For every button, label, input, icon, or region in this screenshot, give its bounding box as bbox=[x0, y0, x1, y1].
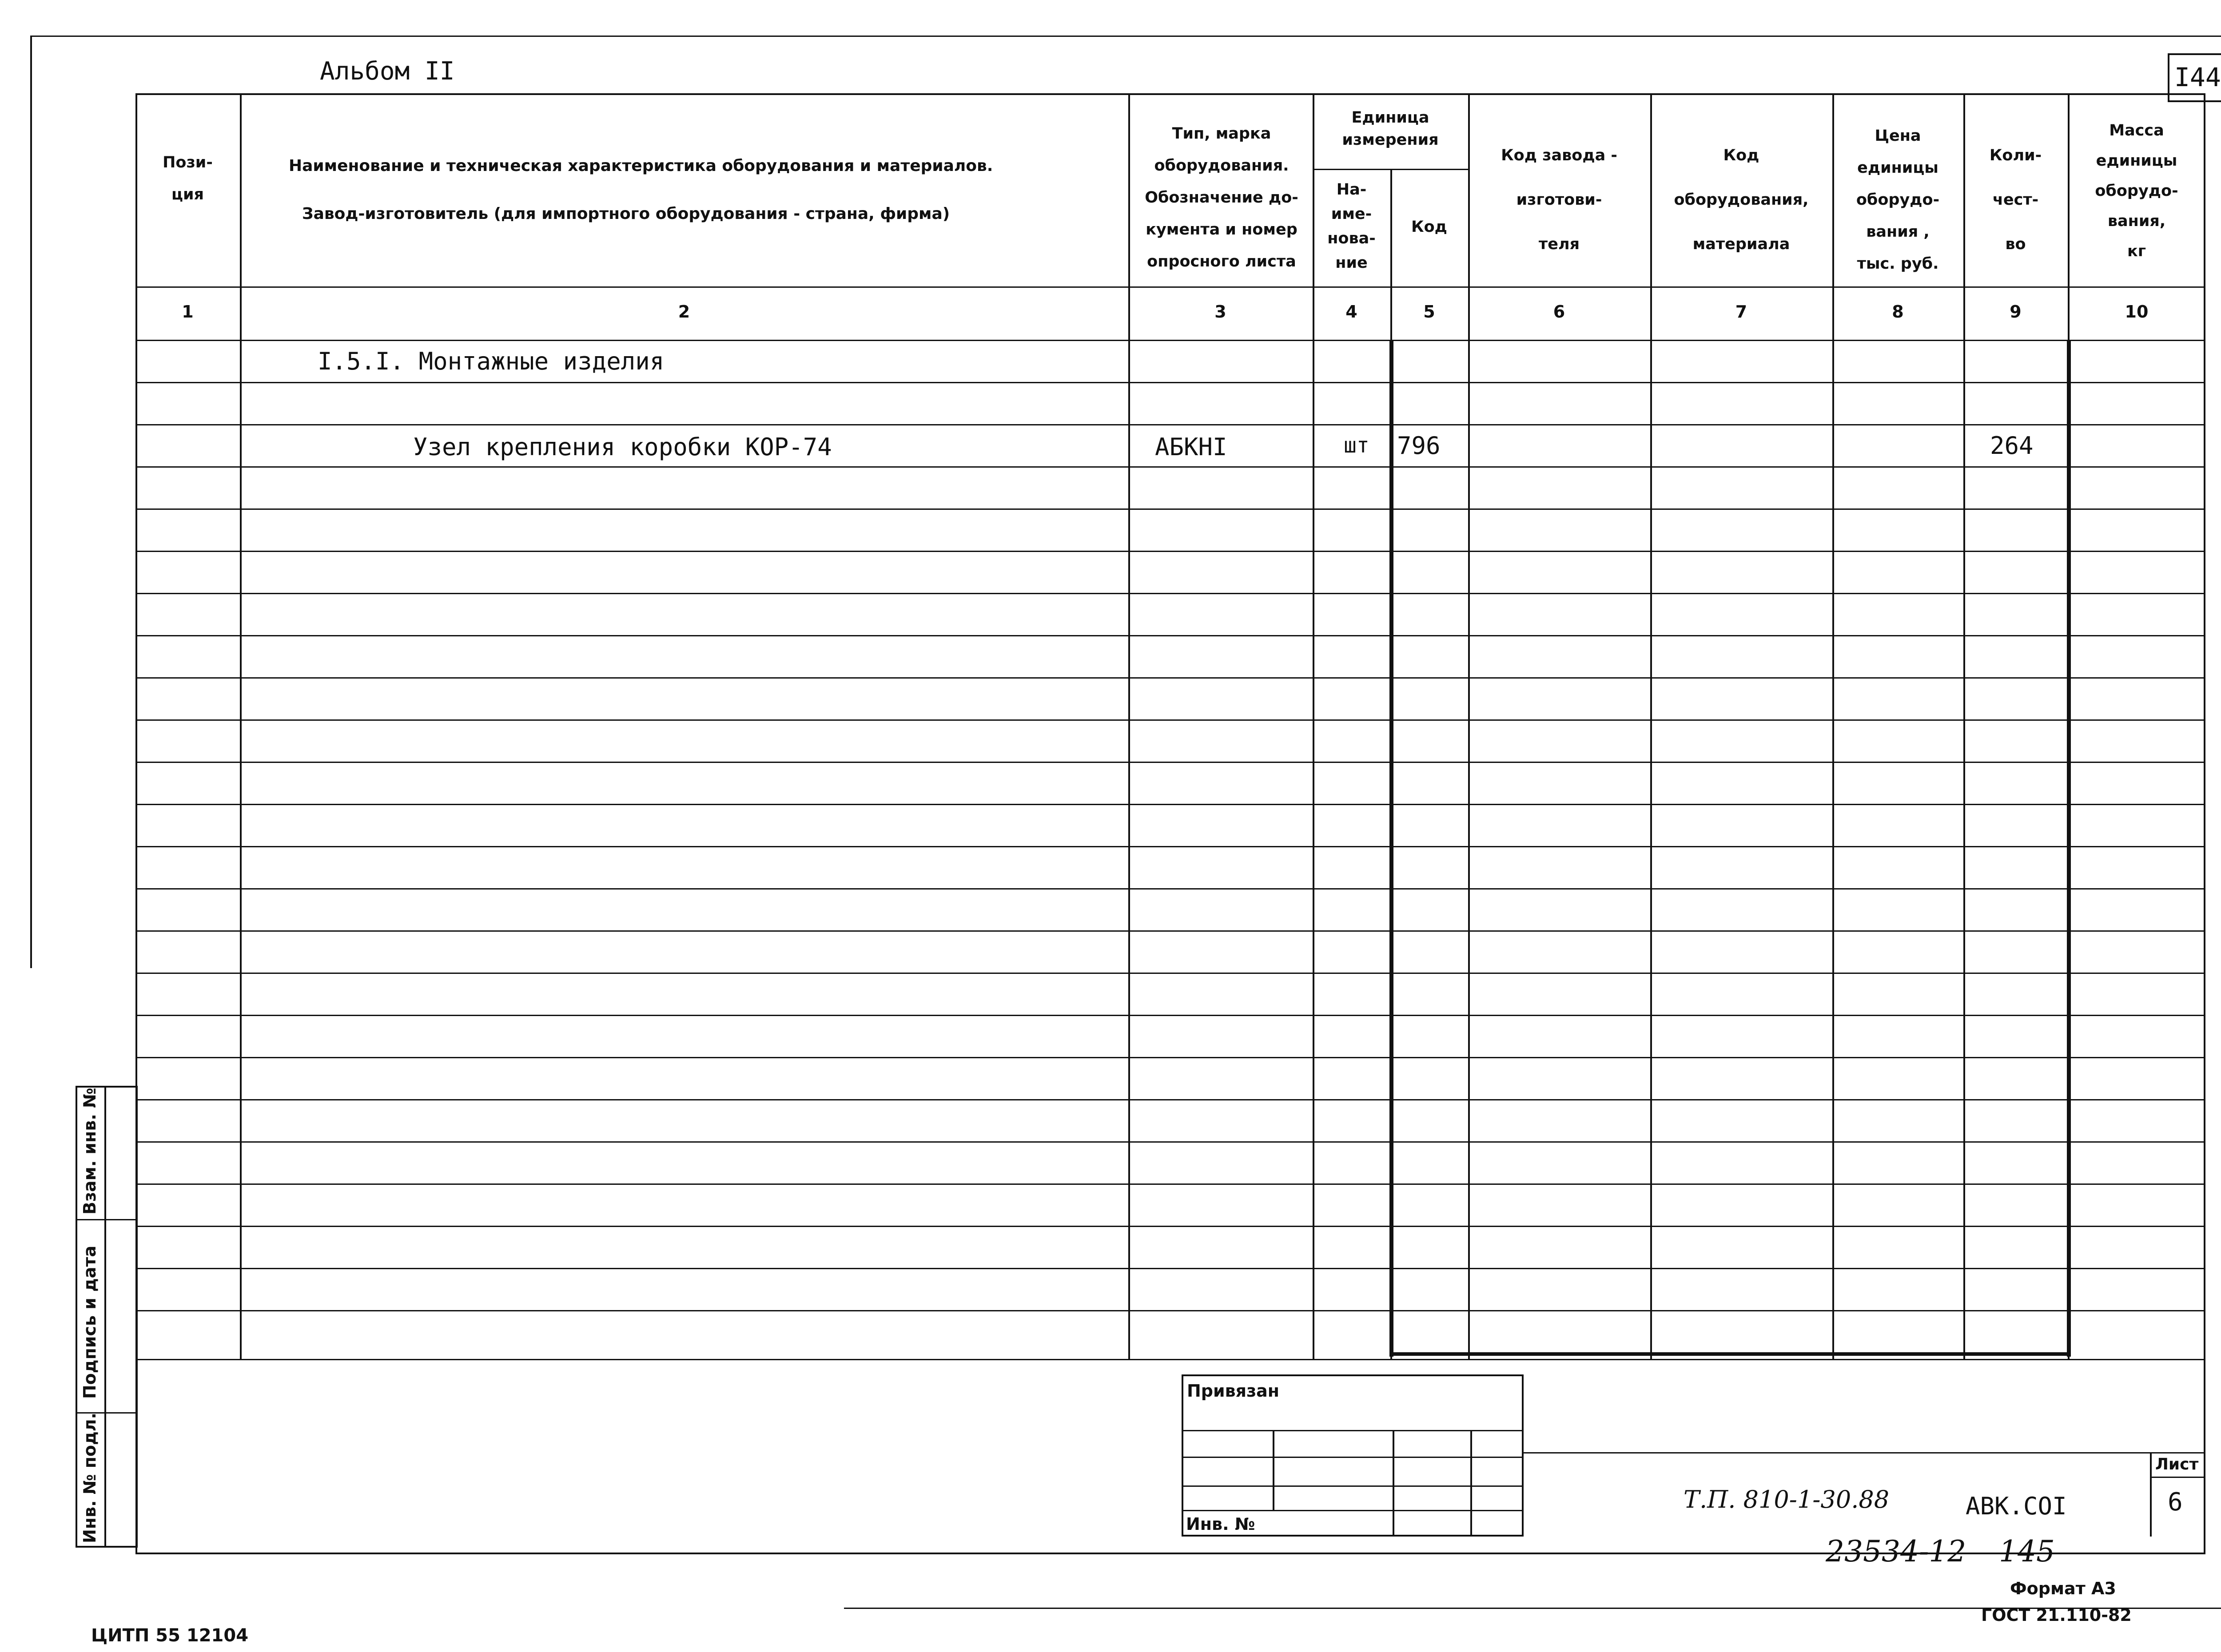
col-line-7 bbox=[1832, 93, 1834, 1359]
col-number-8: 8 bbox=[1892, 302, 1904, 322]
table-body-bottom bbox=[135, 1359, 2205, 1360]
item-code: 796 bbox=[1397, 432, 1441, 460]
sheet-box-left bbox=[2150, 1452, 2152, 1537]
col-line-8 bbox=[1963, 93, 1965, 1359]
table-row-line bbox=[135, 1141, 2205, 1143]
side-label-vzam: Взам. инв. № bbox=[80, 1088, 100, 1215]
header-unit-group: Единица измерения bbox=[1342, 109, 1439, 149]
header-col6: Код завода - изготови- теля bbox=[1501, 147, 1617, 253]
header-col5: Код bbox=[1411, 218, 1447, 236]
header-col9: Коли- чест- во bbox=[1989, 147, 2042, 253]
col-line-5 bbox=[1468, 93, 1470, 1359]
table-row-line bbox=[135, 930, 2205, 932]
header-col4: На- име- нова- ние bbox=[1327, 181, 1376, 272]
priv-line-4 bbox=[1182, 1510, 1524, 1511]
table-row-line bbox=[135, 593, 2205, 594]
item-type: АБКНI bbox=[1155, 433, 1227, 461]
privyazan-label: Привязан bbox=[1187, 1381, 1280, 1401]
col-number-4: 4 bbox=[1345, 302, 1357, 322]
table-row-line bbox=[135, 424, 2205, 425]
col-number-3: 3 bbox=[1214, 302, 1226, 322]
item-name: Узел крепления коробки КОР-74 bbox=[413, 433, 832, 461]
side-label-inv: Инв. № подл. bbox=[80, 1412, 100, 1543]
table-row-line bbox=[135, 762, 2205, 763]
table-row-line bbox=[135, 551, 2205, 552]
table-row-line bbox=[135, 804, 2205, 805]
col-number-1: 1 bbox=[182, 302, 194, 322]
table-row-line bbox=[135, 1268, 2205, 1269]
table-row-line bbox=[135, 1015, 2205, 1016]
table-row-line bbox=[135, 1310, 2205, 1311]
priv-vline-2 bbox=[1393, 1430, 1394, 1537]
colnum-bottom bbox=[135, 340, 2205, 341]
page-number: I44 bbox=[2174, 62, 2221, 92]
col-line-6 bbox=[1650, 93, 1652, 1359]
title-block-top bbox=[1524, 1452, 2205, 1453]
table-row-line bbox=[135, 1099, 2205, 1100]
sheet-box-divider bbox=[2150, 1477, 2205, 1478]
table-row-line bbox=[135, 466, 2205, 468]
header-col1: Пози- ция bbox=[163, 154, 213, 203]
bold-bottom bbox=[1389, 1352, 2071, 1356]
priv-line-3 bbox=[1182, 1485, 1524, 1487]
priv-vline-1 bbox=[1273, 1430, 1274, 1510]
col-number-2: 2 bbox=[678, 302, 690, 322]
bold-left bbox=[1389, 340, 1393, 1357]
table-row-line bbox=[135, 846, 2205, 847]
table-row-line bbox=[135, 973, 2205, 974]
col-number-6: 6 bbox=[1553, 302, 1565, 322]
side-divider-1 bbox=[76, 1219, 138, 1220]
priv-vline-3 bbox=[1470, 1430, 1472, 1537]
header-col10: Масса единицы оборудо- вания, кг bbox=[2095, 122, 2178, 260]
album-title: Альбом II bbox=[320, 57, 455, 86]
table-row-line bbox=[135, 888, 2205, 890]
tsitp-label: ЦИТП 55 12104 bbox=[91, 1625, 249, 1646]
col-number-9: 9 bbox=[2010, 302, 2022, 322]
doc-mark: АВК.СОI bbox=[1966, 1492, 2067, 1520]
unit-group-divider bbox=[1313, 169, 1468, 170]
col-number-10: 10 bbox=[2125, 302, 2149, 322]
side-label-podpis: Подпись и дата bbox=[80, 1245, 100, 1399]
header-col2: Наименование и техническая характеристика оборудования и материалов. Завод-изготовитель (для импортного оборудования - страна, фирма) bbox=[289, 157, 993, 223]
left-border bbox=[30, 36, 32, 968]
header-col8: Цена единицы оборудо- вания , тыс. руб. bbox=[1856, 127, 1940, 273]
header-bottom bbox=[135, 286, 2205, 288]
col-line-1 bbox=[240, 93, 242, 1359]
format-label: Формат А3 bbox=[2010, 1579, 2116, 1598]
handwritten-number: 23534-12 bbox=[1826, 1534, 1966, 1569]
table-row-line bbox=[135, 1183, 2205, 1185]
table-row-line bbox=[135, 635, 2205, 636]
col-number-5: 5 bbox=[1423, 302, 1435, 322]
header-col3: Тип, марка оборудования. Обозначение до- кумента и номер опросного листа bbox=[1145, 125, 1298, 270]
item-quantity: 264 bbox=[1990, 432, 2034, 460]
bold-right bbox=[2067, 340, 2071, 1357]
inv-no-label: Инв. № bbox=[1186, 1514, 1255, 1534]
table-row-line bbox=[135, 1057, 2205, 1058]
section-title: I.5.I. Монтажные изделия bbox=[318, 347, 665, 375]
side-inner-line bbox=[104, 1086, 106, 1548]
sheet-label: Лист bbox=[2155, 1455, 2199, 1473]
table-row-line bbox=[135, 677, 2205, 679]
table-row-line bbox=[135, 719, 2205, 721]
table-row-line bbox=[135, 1226, 2205, 1227]
table-row-line bbox=[135, 508, 2205, 510]
col-line-2 bbox=[1128, 93, 1130, 1359]
table-row-line bbox=[135, 382, 2205, 383]
col-number-7: 7 bbox=[1735, 302, 1747, 322]
doc-code: Т.П. 810-1-30.88 bbox=[1684, 1485, 1890, 1513]
gost-label: ГОСТ 21.110-82 bbox=[1981, 1605, 2132, 1625]
col-line-3 bbox=[1313, 93, 1314, 1359]
priv-line-2 bbox=[1182, 1457, 1524, 1458]
priv-line-1 bbox=[1182, 1430, 1524, 1431]
item-unit: шт bbox=[1344, 433, 1369, 458]
header-col7: Код оборудования, материала bbox=[1674, 147, 1809, 253]
handwritten-page: 145 bbox=[1999, 1534, 2055, 1569]
sheet-number: 6 bbox=[2168, 1488, 2183, 1517]
top-border bbox=[31, 36, 2221, 37]
